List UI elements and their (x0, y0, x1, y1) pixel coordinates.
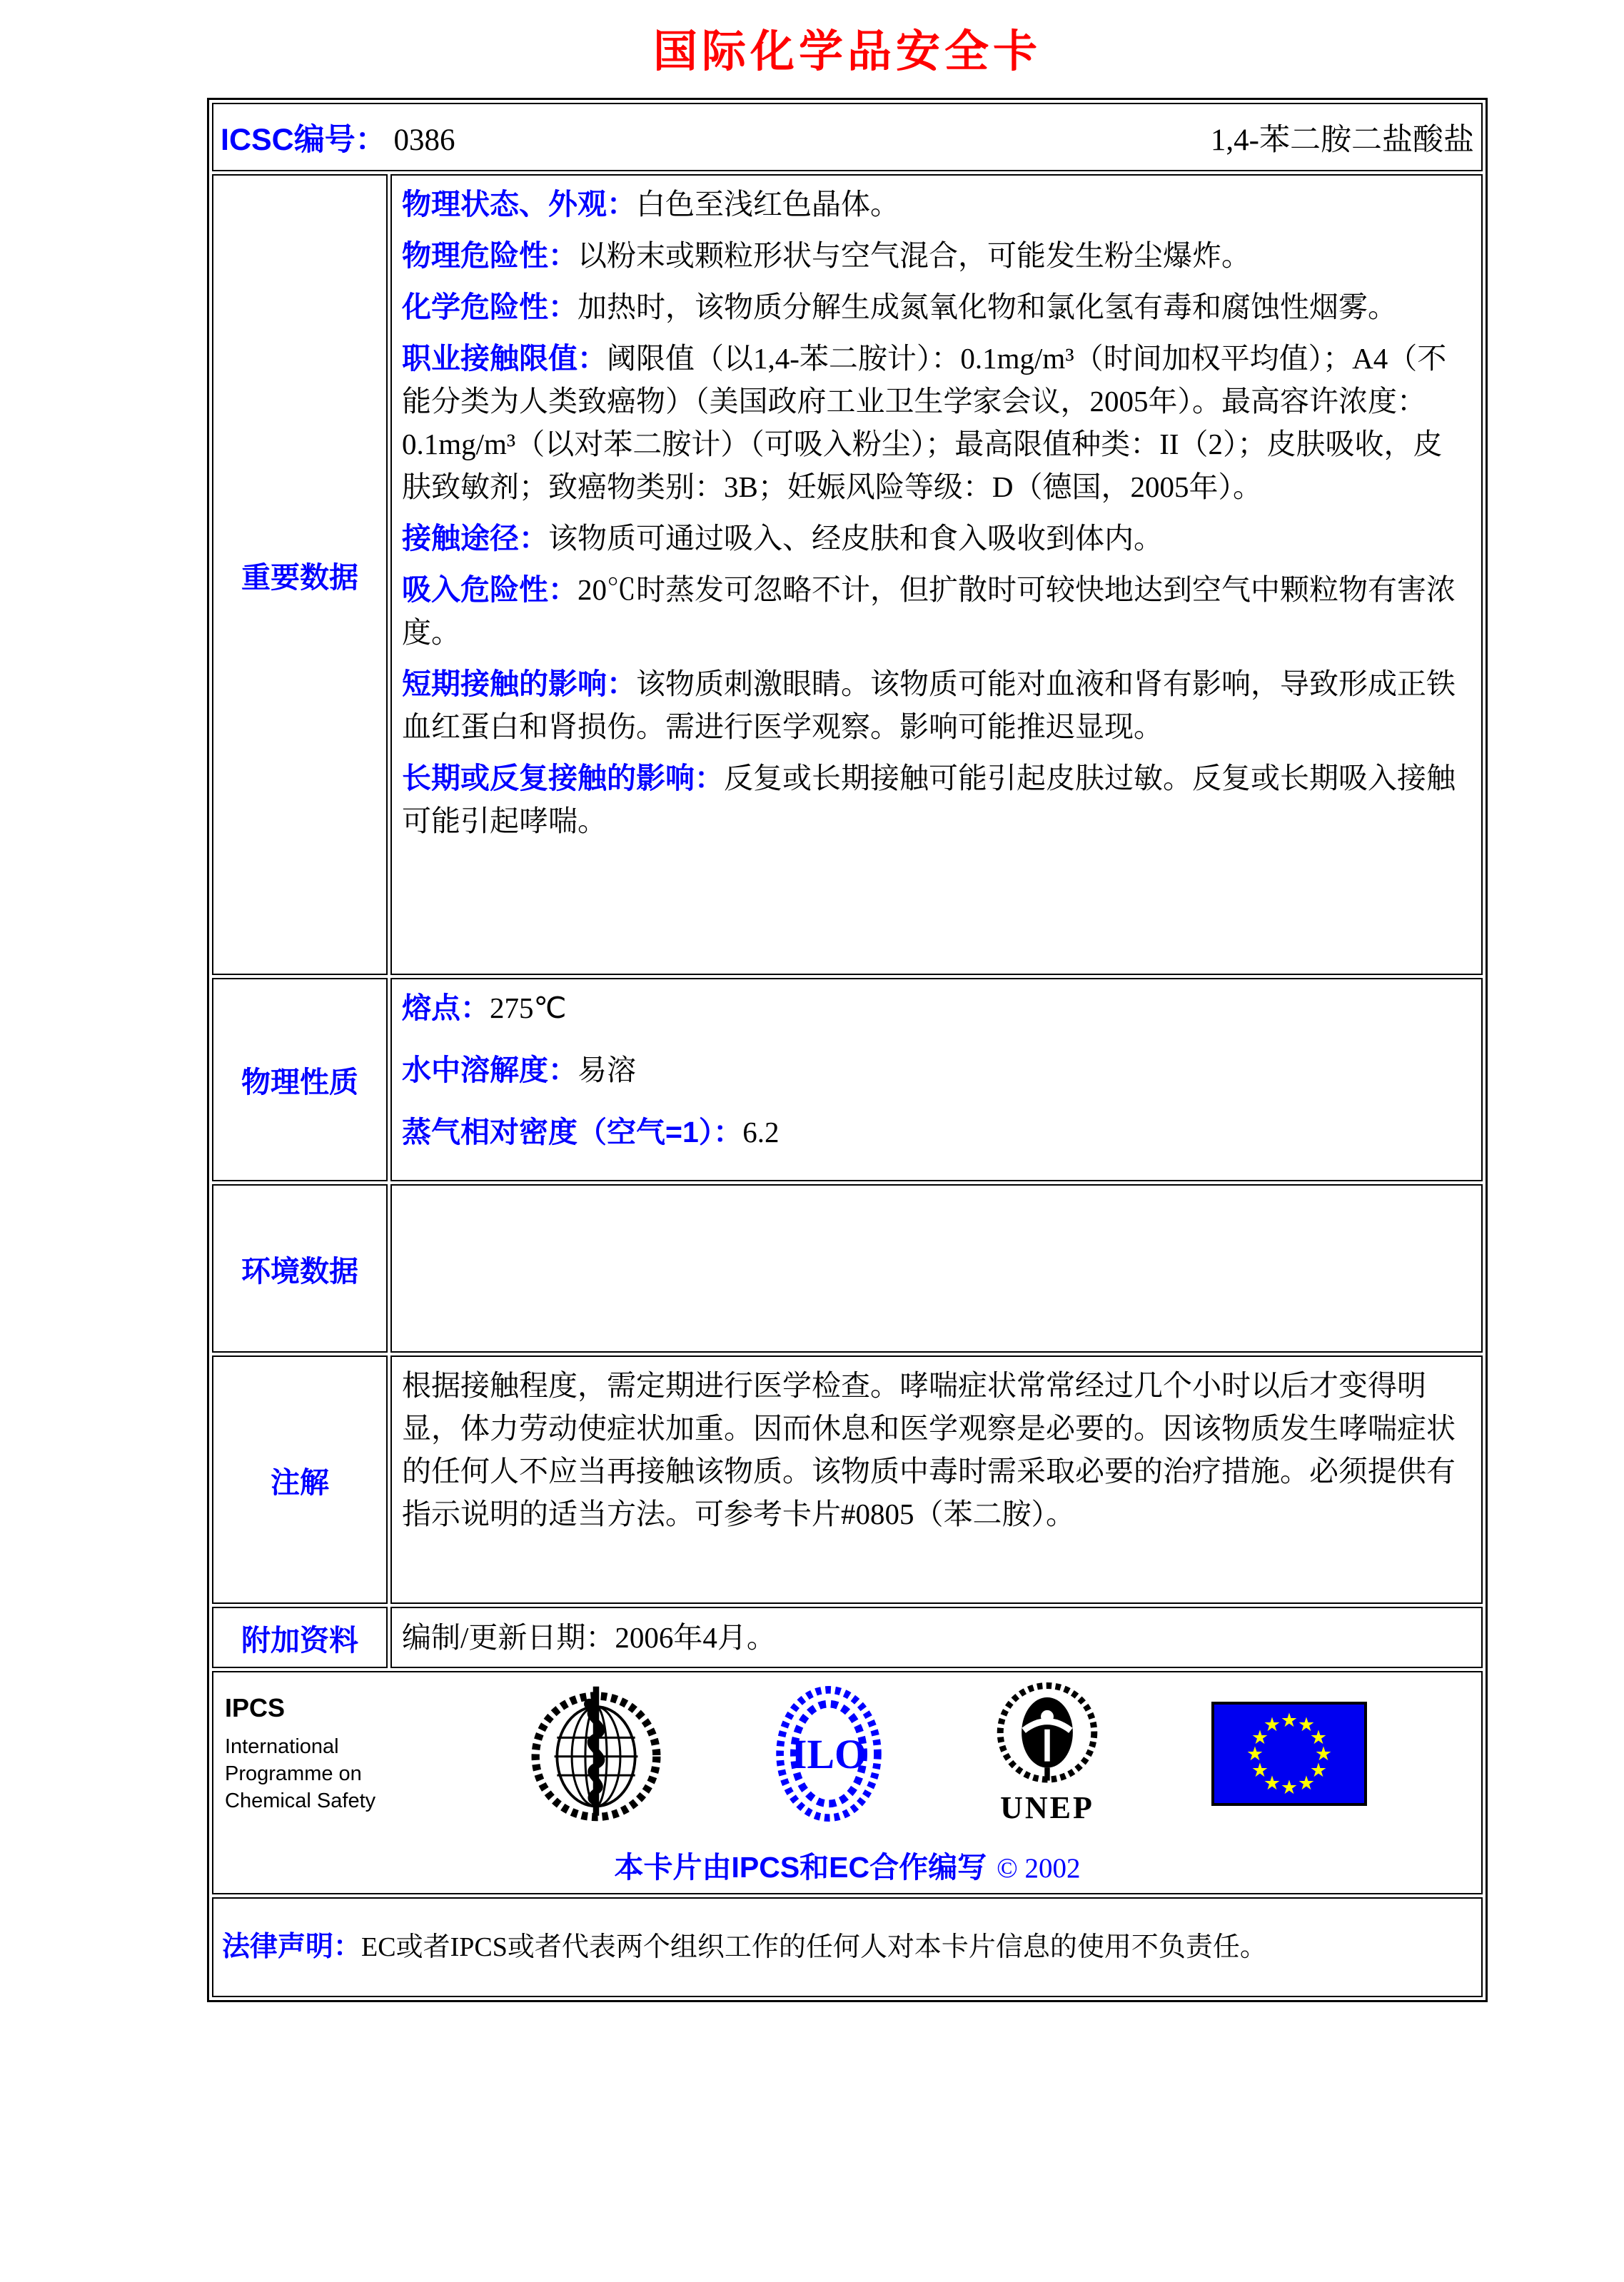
svg-text:★: ★ (1314, 1743, 1333, 1765)
additional-row (212, 1607, 1483, 1668)
item-text: 白色至浅红色晶体。 (636, 188, 899, 221)
item-text: 20℃时蒸发可忽略不计，但扩散时可较快地达到空气中颗粒物有害浓度。 (402, 573, 1456, 649)
important-item (402, 337, 1471, 508)
page-title: 国际化学品安全卡 (652, 27, 1042, 76)
physical-properties-label: 物理性质 (212, 978, 388, 1181)
ilo-logo-text: ILO (791, 1732, 867, 1777)
ipcs-line: International (225, 1735, 339, 1758)
ipcs-title: IPCS (225, 1693, 286, 1722)
svg-text:★: ★ (1297, 1714, 1316, 1736)
notes-label: 注解 (212, 1355, 388, 1604)
item-label: 水中溶解度： (402, 1054, 578, 1086)
additional-label: 附加资料 (212, 1607, 388, 1668)
environment-label: 环境数据 (212, 1184, 388, 1353)
legal-cell (212, 1897, 1483, 1997)
unep-logo-text: UNEP (1000, 1789, 1094, 1825)
important-data-content (390, 174, 1483, 975)
icsc-number-group (221, 116, 455, 159)
important-item (402, 286, 1471, 328)
item-label: 化学危险性： (402, 291, 578, 323)
important-item (402, 234, 1471, 277)
important-data-row (212, 174, 1483, 975)
eu-flag-icon (1211, 1702, 1367, 1806)
property-item (402, 986, 1471, 1029)
item-text: 加热时，该物质分解生成氮氧化物和氯化氢有毒和腐蚀性烟雾。 (578, 291, 1397, 323)
item-text: 该物质可通过吸入、经皮肤和食入吸收到体内。 (548, 522, 1163, 555)
additional-content: 编制/更新日期：2006年4月。 (390, 1607, 1483, 1668)
item-text: 易溶 (578, 1054, 636, 1086)
ipcs-line: Programme on (225, 1762, 362, 1785)
icsc-table (207, 98, 1488, 2002)
ipcs-text-block (225, 1693, 418, 1814)
item-text: 阈限值（以1,4-苯二胺计）：0.1mg/m³（时间加权平均值）；A4（不能分类为人类致癌物）（美国政府工业卫生学家会议，2005年）。最高容许浓度：0.1mg/m³（以对苯二胺计）（可吸入粉尘）；最高限值种类：II（2）；皮肤吸收，皮肤致敏剂；致癌物类别：3B；妊娠风险等级：D（德国，2005年）。 (402, 342, 1447, 503)
unep-logo-icon (994, 1682, 1101, 1788)
important-data-label: 重要数据 (212, 174, 388, 975)
logos-cell (212, 1671, 1483, 1894)
item-label: 长期或反复接触的影响： (402, 762, 724, 794)
notes-content: 根据接触程度，需定期进行医学检查。哮喘症状常常经过几个小时以后才变得明显，体力劳动使症状加重。因而休息和医学观察是必要的。因该物质发生哮喘症状的任何人不应当再接触该物质。该物质中毒时需采取必要的治疗措施。必须提供有指示说明的适当方法。可参考卡片#0805（苯二胺）。 (390, 1355, 1483, 1604)
chemical-name: 1,4-苯二胺二盐酸盐 (1210, 123, 1474, 157)
item-label: 物理状态、外观： (402, 188, 636, 221)
svg-text:★: ★ (1246, 1743, 1264, 1765)
item-text: 该物质刺激眼睛。该物质可能对血液和肾有影响，导致形成正铁血红蛋白和肾损伤。需进行医学观察。影响可能推迟显现。 (402, 667, 1456, 743)
item-label: 短期接触的影响： (402, 667, 636, 700)
item-label: 熔点： (402, 991, 490, 1024)
credit-line (221, 1844, 1474, 1886)
item-label: 接触途径： (402, 522, 548, 555)
item-label: 物理危险性： (402, 239, 578, 272)
svg-text:★: ★ (1251, 1727, 1269, 1749)
svg-text:★: ★ (1309, 1727, 1328, 1749)
legal-text: EC或者IPCS或者代表两个组织工作的任何人对本卡片信息的使用不负责任。 (361, 1932, 1267, 1962)
important-item (402, 662, 1471, 748)
item-text: 反复或长期接触可能引起皮肤过敏。反复或长期吸入接触可能引起哮喘。 (402, 762, 1456, 837)
svg-text:★: ★ (1251, 1760, 1269, 1782)
ilo-logo-icon (775, 1685, 883, 1822)
svg-text:★: ★ (1280, 1777, 1298, 1799)
important-item (402, 757, 1471, 842)
item-label: 蒸气相对密度（空气=1）： (402, 1116, 743, 1148)
notes-row (212, 1355, 1483, 1604)
header-row (212, 103, 1483, 171)
credit-year: © 2002 (997, 1853, 1081, 1884)
important-item (402, 183, 1471, 226)
environment-content (390, 1184, 1483, 1353)
item-label: 职业接触限值： (402, 342, 607, 375)
unep-logo-block (994, 1682, 1101, 1826)
header-cell (212, 103, 1483, 171)
legal-row (212, 1897, 1483, 1997)
physical-properties-content (390, 978, 1483, 1181)
ipcs-line: Chemical Safety (225, 1789, 376, 1812)
item-label: 吸入危险性： (402, 573, 578, 606)
physical-properties-row (212, 978, 1483, 1181)
important-item (402, 568, 1471, 654)
svg-text:★: ★ (1297, 1772, 1316, 1794)
important-item (402, 517, 1471, 560)
credit-text: 本卡片由IPCS和EC合作编写 (614, 1851, 987, 1884)
property-item (402, 1111, 1471, 1153)
svg-text:★: ★ (1263, 1714, 1281, 1736)
legal-label: 法律声明： (222, 1932, 362, 1962)
item-text: 6.2 (742, 1116, 780, 1148)
logos-row (212, 1671, 1483, 1894)
item-text: 275℃ (490, 991, 567, 1024)
property-item (402, 1049, 1471, 1091)
svg-text:★: ★ (1309, 1760, 1328, 1782)
svg-text:★: ★ (1280, 1710, 1298, 1732)
icsc-number-label: ICSC编号： (221, 122, 386, 157)
item-text: 以粉末或颗粒形状与空气混合，可能发生粉尘爆炸。 (578, 239, 1251, 272)
icsc-number-value: 0386 (393, 123, 455, 157)
svg-text:★: ★ (1263, 1772, 1281, 1794)
who-logo-icon (528, 1684, 664, 1824)
environment-row (212, 1184, 1483, 1353)
